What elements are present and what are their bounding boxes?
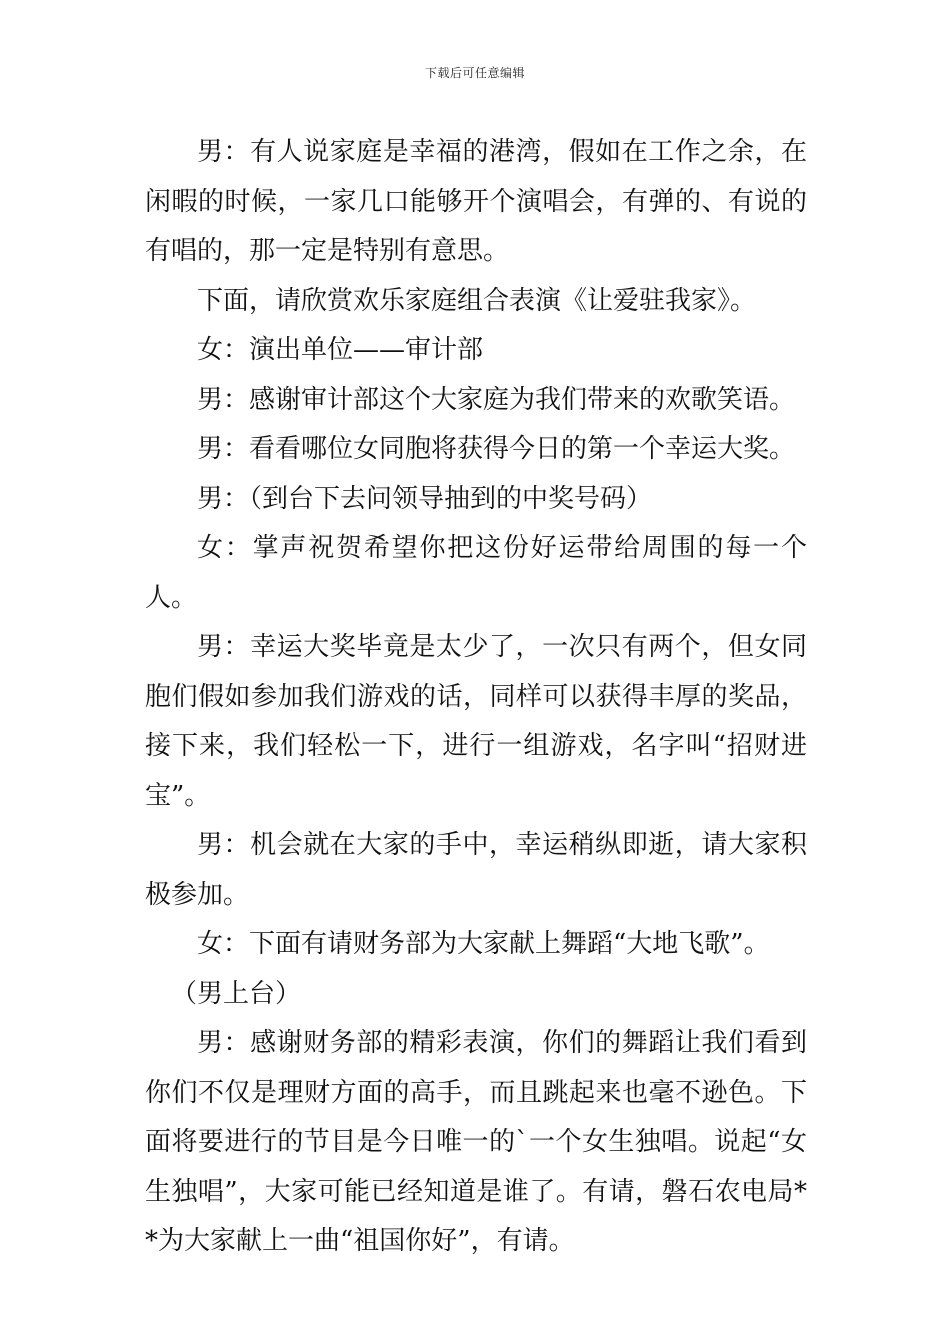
stage-direction: （男上台）: [171, 978, 302, 1009]
paragraph: 男：（到台下去问领导抽到的中奖号码）: [197, 483, 653, 514]
paragraph: 男：有人说家庭是幸福的港湾，假如在工作之余，在闲暇的时候，一家几口能够开个演唱会，有弹的、有说的有唱的，那一定是特别有意思。: [145, 137, 807, 266]
paragraph: 女：下面有请财务部为大家献上舞蹈“大地飞歌”。: [197, 929, 770, 959]
paragraph: 女：掌声祝贺希望你把这份好运带给周围的每一个人。: [145, 533, 807, 613]
paragraph: 下面，请欣赏欢乐家庭组合表演《让爱驻我家》。: [197, 285, 757, 316]
paragraph: 男：机会就在大家的手中，幸运稍纵即逝，请大家积极参加。: [145, 830, 807, 910]
document-body: [145, 128, 807, 1267]
paragraph: 男：感谢财务部的精彩表演，你们的舞蹈让我们看到你们不仅是理财方面的高手，而且跳起来也毫不逊色。下面将要进行的节目是今日唯一的`一个女生独唱。说起“女生独唱”，大家可能已经知道是谁了。有请，磐石农电局**为大家献上一曲“祖国你好”，有请。: [145, 1028, 807, 1256]
paragraph: 男：感谢审计部这个大家庭为我们带来的欢歌笑语。: [197, 384, 796, 415]
page-header: 下载后可任意编辑: [424, 66, 525, 80]
paragraph: 女：演出单位——审计部: [197, 335, 484, 365]
paragraph: 男：看看哪位女同胞将获得今日的第一个幸运大奖。: [197, 434, 796, 464]
paragraph: 男：幸运大奖毕竟是太少了，一次只有两个，但女同胞们假如参加我们游戏的话，同样可以获得丰厚的奖品，接下来，我们轻松一下，进行一组游戏，名字叫“招财进宝”。: [145, 632, 807, 811]
